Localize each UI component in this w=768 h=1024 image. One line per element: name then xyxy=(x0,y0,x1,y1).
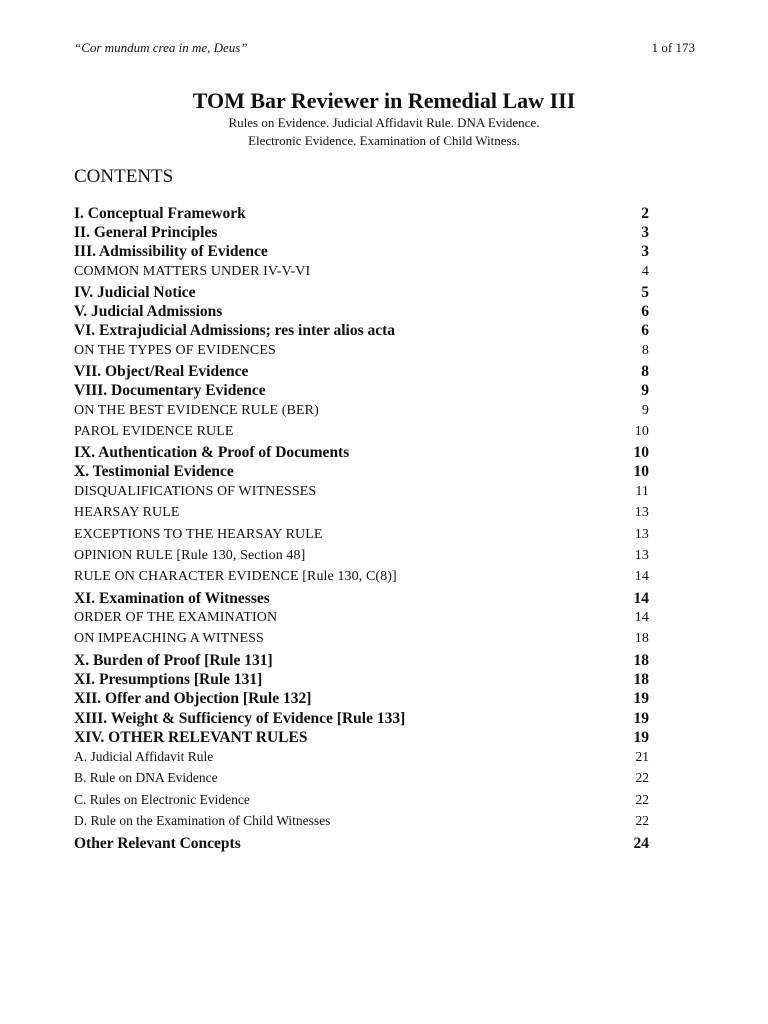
toc-entry-label: HEARSAY RULE xyxy=(74,505,180,520)
toc-entry-label: RULE ON CHARACTER EVIDENCE [Rule 130, C(8)] xyxy=(74,569,397,584)
toc-entry[interactable] xyxy=(74,241,649,261)
toc-entry-page: 3 xyxy=(641,243,649,260)
toc-entry-label: VII. Object/Real Evidence xyxy=(74,363,249,380)
toc-entry[interactable] xyxy=(74,544,649,564)
toc-entry[interactable] xyxy=(74,788,649,808)
toc-entry-page: 10 xyxy=(634,424,649,439)
document-title: TOM Bar Reviewer in Remedial Law III xyxy=(192,88,576,113)
toc-entry-page: 19 xyxy=(633,710,649,727)
toc-entry-page: 13 xyxy=(634,527,649,542)
toc-entry-label: IX. Authentication & Proof of Documents xyxy=(74,444,350,461)
toc-entry[interactable] xyxy=(74,420,649,440)
toc-entry-label: X. Testimonial Evidence xyxy=(74,463,234,480)
toc-entry-label: XIII. Weight & Sufficiency of Evidence [Rule 133] xyxy=(74,710,406,727)
toc-entry-label: XI. Examination of Witnesses xyxy=(74,590,270,607)
toc-entry[interactable] xyxy=(74,203,649,223)
toc-entry-label: OPINION RULE [Rule 130, Section 48] xyxy=(74,548,306,563)
toc-entry-label: III. Admissibility of Evidence xyxy=(74,243,268,260)
page-indicator: 1 of 173 xyxy=(651,40,695,55)
toc-entry-label: I. Conceptual Framework xyxy=(74,205,246,222)
toc-entry[interactable] xyxy=(74,361,649,381)
toc-entry[interactable] xyxy=(74,523,649,543)
toc-entry-label: ON THE TYPES OF EVIDENCES xyxy=(74,343,276,358)
toc-entry[interactable] xyxy=(74,260,649,280)
toc-entry[interactable] xyxy=(74,282,649,302)
toc-entry-page: 22 xyxy=(635,792,649,807)
document-subtitle-line-1: Rules on Evidence. Judicial Affidavit Rule. DNA Evidence. xyxy=(228,115,540,130)
toc-entry-page: 24 xyxy=(633,835,649,852)
toc-entry[interactable] xyxy=(74,627,649,647)
toc-entry[interactable] xyxy=(74,222,649,242)
toc-entry-page: 18 xyxy=(634,631,649,646)
toc-entry-label: ON IMPEACHING A WITNESS xyxy=(74,631,264,646)
header-motto: “Cor mundum crea in me, Deus” xyxy=(74,40,248,55)
toc-entry[interactable] xyxy=(74,727,649,747)
toc-entry-page: 19 xyxy=(633,690,649,707)
toc-entry-page: 18 xyxy=(633,671,649,688)
toc-entry[interactable] xyxy=(74,565,649,585)
toc-entry[interactable] xyxy=(74,650,649,670)
toc-entry[interactable] xyxy=(74,461,649,481)
toc-entry[interactable] xyxy=(74,833,649,853)
toc-entry-page: 19 xyxy=(633,729,649,746)
toc-entry-page: 11 xyxy=(635,484,649,499)
toc-entry-page: 22 xyxy=(635,813,649,828)
document-subtitle-line-2: Electronic Evidence. Examination of Child Witness. xyxy=(248,133,520,148)
toc-entry-label: X. Burden of Proof [Rule 131] xyxy=(74,652,273,669)
toc-entry-page: 14 xyxy=(633,590,649,607)
toc-entry[interactable] xyxy=(74,320,649,340)
toc-entry-page: 3 xyxy=(641,224,649,241)
contents-heading: CONTENTS xyxy=(74,166,174,187)
toc-entry[interactable] xyxy=(74,669,649,689)
toc-entry[interactable] xyxy=(74,301,649,321)
toc-entry[interactable] xyxy=(74,442,649,462)
toc-entry-page: 6 xyxy=(641,322,649,339)
toc-entry[interactable] xyxy=(74,745,649,765)
toc-entry[interactable] xyxy=(74,399,649,419)
toc-entry[interactable] xyxy=(74,380,649,400)
toc-entry-label: IV. Judicial Notice xyxy=(74,284,196,301)
toc-entry[interactable] xyxy=(74,588,649,608)
toc-entry-page: 8 xyxy=(641,363,649,380)
toc-entry[interactable] xyxy=(74,708,649,728)
toc-entry-label: VIII. Documentary Evidence xyxy=(74,382,266,399)
toc-entry-label: XIV. OTHER RELEVANT RULES xyxy=(74,729,308,746)
toc-entry-label: B. Rule on DNA Evidence xyxy=(74,770,218,785)
toc-entry[interactable] xyxy=(74,480,649,500)
toc-entry-label: V. Judicial Admissions xyxy=(74,303,223,320)
toc-entry-label: Other Relevant Concepts xyxy=(74,835,241,852)
toc-entry-page: 9 xyxy=(641,382,649,399)
toc-entry-page: 2 xyxy=(641,205,649,222)
toc-entry-label: ORDER OF THE EXAMINATION xyxy=(74,610,278,625)
toc-entry[interactable] xyxy=(74,766,649,786)
toc-entry-label: DISQUALIFICATIONS OF WITNESSES xyxy=(74,484,317,499)
toc-entry-label: VI. Extrajudicial Admissions; res inter alios acta xyxy=(74,322,396,339)
toc-entry-page: 14 xyxy=(634,569,649,584)
toc-entry-page: 21 xyxy=(635,749,649,764)
toc-entry-page: 18 xyxy=(633,652,649,669)
toc-entry-label: A. Judicial Affidavit Rule xyxy=(74,749,214,764)
toc-entry-page: 9 xyxy=(641,403,649,418)
toc-entry-label: D. Rule on the Examination of Child Witnesses xyxy=(74,813,331,828)
toc-entry-label: XI. Presumptions [Rule 131] xyxy=(74,671,263,688)
toc-entry-page: 4 xyxy=(641,264,649,279)
toc-entry[interactable] xyxy=(74,809,649,829)
toc-entry-label: II. General Principles xyxy=(74,224,218,241)
toc-entry-label: ON THE BEST EVIDENCE RULE (BER) xyxy=(74,403,319,418)
toc-entry-page: 13 xyxy=(634,548,649,563)
toc-entry-page: 5 xyxy=(641,284,649,301)
toc-entry[interactable] xyxy=(74,339,649,359)
toc-entry-page: 6 xyxy=(641,303,649,320)
toc-entry-label: PAROL EVIDENCE RULE xyxy=(74,424,234,439)
toc-entry-label: COMMON MATTERS UNDER IV-V-VI xyxy=(74,264,311,279)
toc-entry-page: 10 xyxy=(633,444,649,461)
toc-entry[interactable] xyxy=(74,606,649,626)
toc-entry-page: 8 xyxy=(641,343,649,358)
toc-entry-label: EXCEPTIONS TO THE HEARSAY RULE xyxy=(74,527,323,542)
toc-entry-page: 14 xyxy=(634,610,649,625)
toc-entry[interactable] xyxy=(74,501,649,521)
toc-entry-page: 22 xyxy=(635,770,649,785)
toc-entry-page: 10 xyxy=(633,463,649,480)
toc-entry-label: C. Rules on Electronic Evidence xyxy=(74,792,250,807)
toc-entry-label: XII. Offer and Objection [Rule 132] xyxy=(74,690,312,707)
toc-entry[interactable] xyxy=(74,688,649,708)
toc-entry-page: 13 xyxy=(634,505,649,520)
